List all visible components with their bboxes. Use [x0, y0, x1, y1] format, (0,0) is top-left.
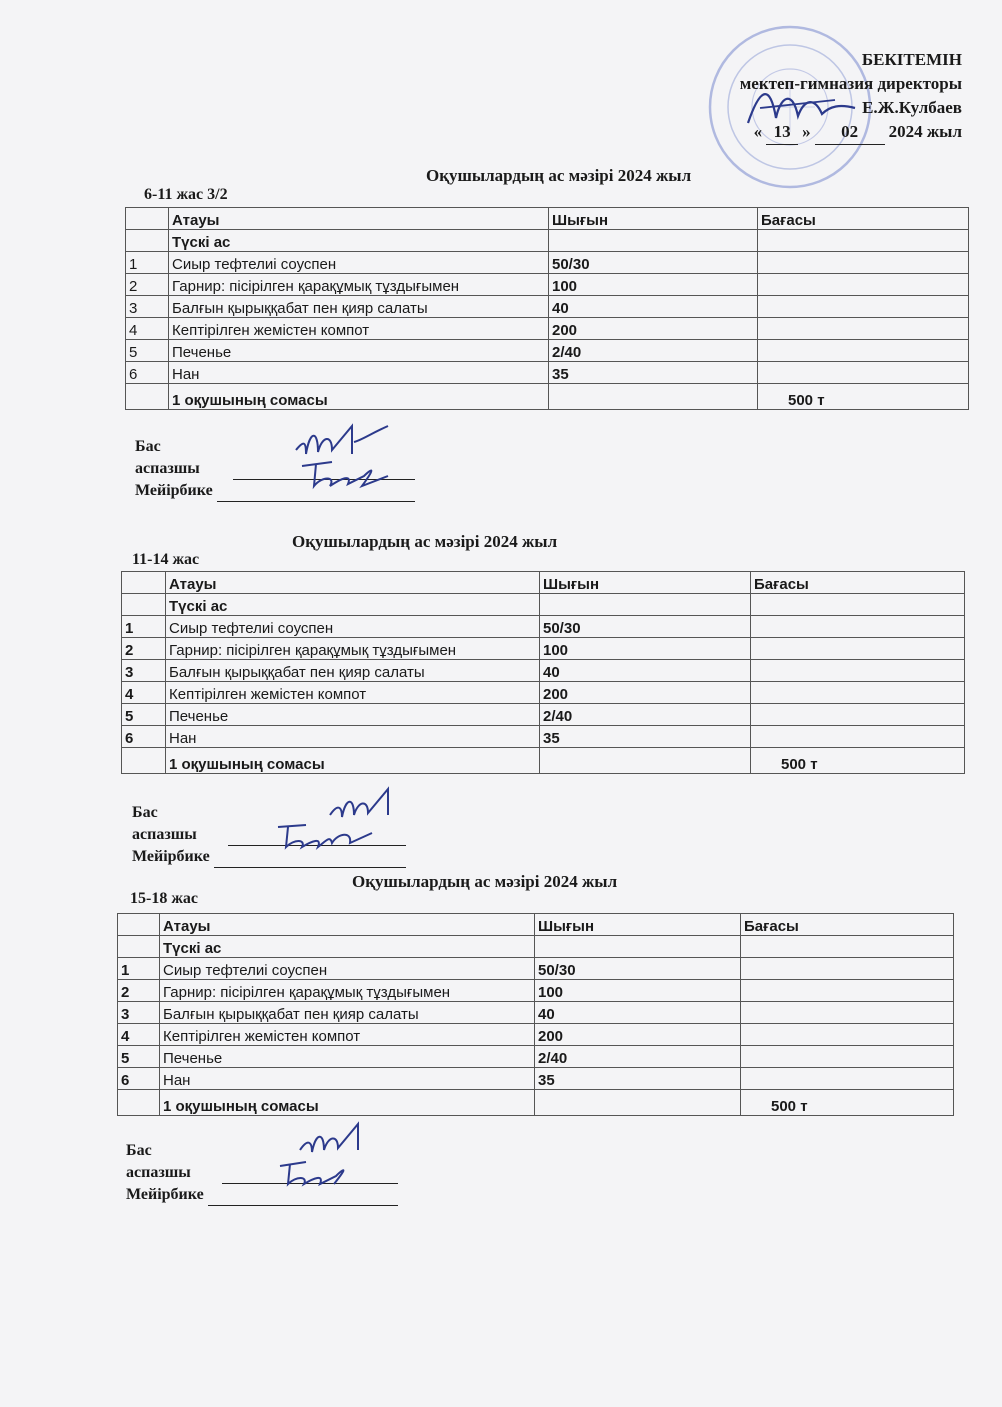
- table-row: 6 Нан 35: [118, 1068, 954, 1090]
- meal-row: [126, 230, 969, 252]
- table-row: 2 Гарнир: пісірілген қарақұмық тұздығымен 100: [122, 638, 965, 660]
- approval-heading: БЕКІТЕМІН: [861, 50, 962, 69]
- age-group: 11-14 жас: [132, 551, 200, 568]
- header-row: [126, 208, 969, 230]
- approval-day: 13: [766, 120, 798, 145]
- table-row: 6 Нан 35: [122, 726, 965, 748]
- header-row: [122, 572, 965, 594]
- table-row: 1 Сиыр тефтелиі соуспен 50/30: [122, 616, 965, 638]
- total-label: 1 оқушының сомасы: [166, 748, 540, 774]
- meal-label: Түскі ас: [160, 936, 535, 958]
- total-price: 500 т: [751, 748, 965, 774]
- table-row: 5 Печенье 2/40: [122, 704, 965, 726]
- nurse-label: Мейірбике: [135, 482, 213, 499]
- total-price: 500 т: [758, 384, 969, 410]
- table-row: 3 Балғын қырыққабат пен қияр салаты 40: [126, 296, 969, 318]
- col-name-header: Атауы: [160, 914, 535, 936]
- col-price-header: Бағасы: [758, 208, 969, 230]
- menu-title: Оқушылардың ас мәзірі 2024 жыл: [426, 166, 692, 185]
- table-row: 1 Сиыр тефтелиі соуспен 50/30: [118, 958, 954, 980]
- menu-table: [117, 913, 954, 1116]
- cook-label: Бас аспазшы: [135, 438, 200, 477]
- total-label: 1 оқушының сомасы: [160, 1090, 535, 1116]
- cook-nurse-signatures: [292, 420, 402, 495]
- col-amount-header: Шығын: [549, 208, 758, 230]
- nurse-label: Мейірбике: [126, 1186, 204, 1203]
- total-row: [118, 1090, 954, 1116]
- nurse-label: Мейірбике: [132, 848, 210, 865]
- menu-title: Оқушылардың ас мәзірі 2024 жыл: [292, 532, 558, 551]
- cook-label: Бас аспазшы: [132, 804, 197, 843]
- age-group: 15-18 жас: [130, 890, 199, 907]
- table-row: 5 Печенье 2/40: [126, 340, 969, 362]
- table-row: 2 Гарнир: пісірілген қарақұмық тұздығымен 100: [126, 274, 969, 296]
- approval-date: « 13 » 02 2024 жыл: [754, 120, 962, 145]
- table-row: 4 Кептірілген жемістен компот 200: [118, 1024, 954, 1046]
- total-row: [126, 384, 969, 410]
- approval-month: 02: [815, 120, 885, 145]
- approval-director-name: Е.Ж.Кулбаев: [862, 98, 962, 117]
- director-signature: [740, 78, 860, 138]
- col-amount-header: Шығын: [535, 914, 741, 936]
- total-label: 1 оқушының сомасы: [169, 384, 549, 410]
- meal-label: Түскі ас: [166, 594, 540, 616]
- table-row: 1 Сиыр тефтелиі соуспен 50/30: [126, 252, 969, 274]
- table-row: 2 Гарнир: пісірілген қарақұмық тұздығымен 100: [118, 980, 954, 1002]
- table-row: 6 Нан 35: [126, 362, 969, 384]
- meal-row: [118, 936, 954, 958]
- header-row: [118, 914, 954, 936]
- approval-position: мектеп-гимназия директоры: [739, 74, 962, 93]
- table-row: 4 Кептірілген жемістен компот 200: [126, 318, 969, 340]
- table-row: 3 Балғын қырыққабат пен қияр салаты 40: [118, 1002, 954, 1024]
- cook-nurse-signatures: [272, 785, 402, 860]
- cook-label: Бас аспазшы: [126, 1142, 191, 1181]
- approval-year: 2024 жыл: [888, 122, 962, 141]
- menu-table: [125, 207, 969, 410]
- menu-table: [121, 571, 965, 774]
- col-name-header: Атауы: [166, 572, 540, 594]
- total-price: 500 т: [741, 1090, 954, 1116]
- cook-nurse-signatures: [270, 1120, 390, 1195]
- col-price-header: Бағасы: [741, 914, 954, 936]
- meal-label: Түскі ас: [169, 230, 549, 252]
- col-price-header: Бағасы: [751, 572, 965, 594]
- table-row: 3 Балғын қырыққабат пен қияр салаты 40: [122, 660, 965, 682]
- total-row: [122, 748, 965, 774]
- meal-row: [122, 594, 965, 616]
- table-row: 5 Печенье 2/40: [118, 1046, 954, 1068]
- age-group: 6-11 жас 3/2: [144, 186, 228, 203]
- col-name-header: Атауы: [169, 208, 549, 230]
- table-row: 4 Кептірілген жемістен компот 200: [122, 682, 965, 704]
- menu-title: Оқушылардың ас мәзірі 2024 жыл: [352, 872, 618, 891]
- col-amount-header: Шығын: [540, 572, 751, 594]
